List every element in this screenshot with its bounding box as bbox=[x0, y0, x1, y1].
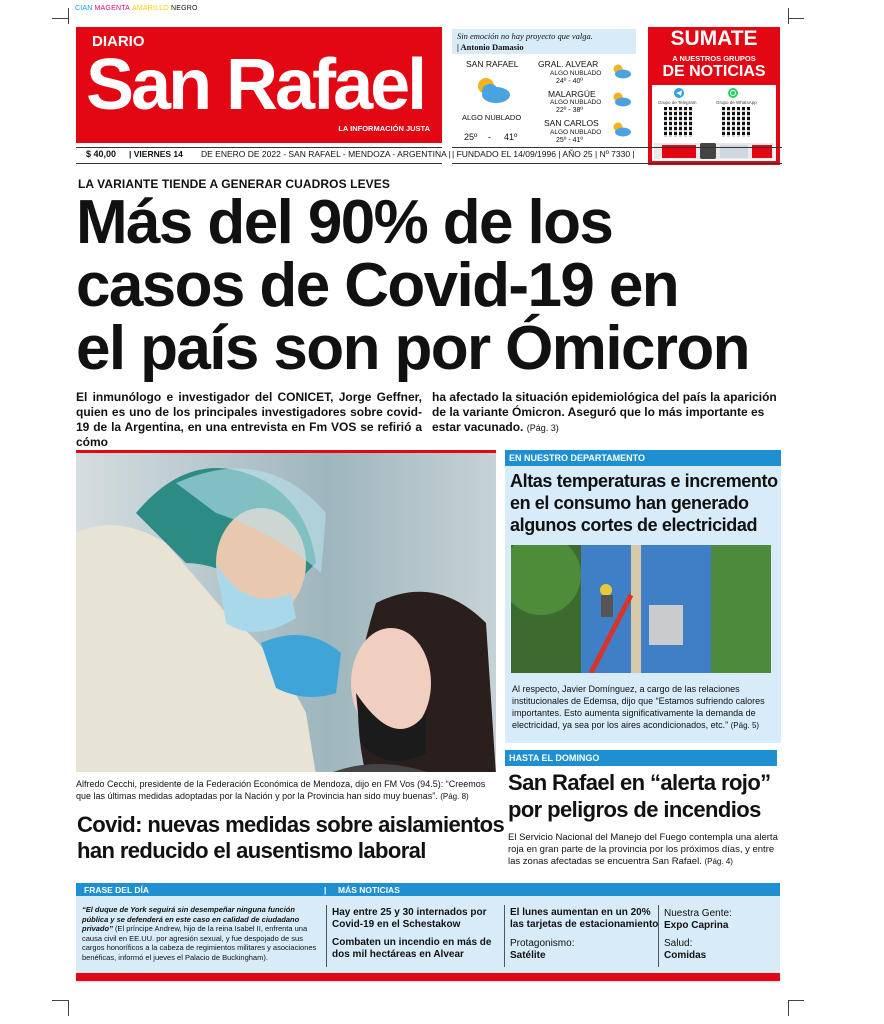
news-groups-promo bbox=[648, 27, 780, 165]
alert-story-headline[interactable]: San Rafael en “alerta rojo” por peligros de incendios bbox=[508, 770, 771, 822]
qr-whatsapp-label: Grupo de WhatsApp bbox=[716, 100, 757, 105]
headline-line: el país son por Ómicron bbox=[76, 314, 749, 383]
divider bbox=[452, 147, 782, 148]
promo-qr-area bbox=[652, 85, 776, 161]
news-item[interactable]: Hay entre 25 y 30 internados por Covid-19 en el Schestakow bbox=[332, 907, 487, 930]
crop-mark bbox=[788, 8, 789, 24]
main-photo-caption bbox=[76, 778, 496, 803]
issue-date: DE ENERO DE 2022 - SAN RAFAEL - MENDOZA - ARGENTINA | bbox=[201, 149, 451, 159]
caption-text: Alfredo Cecchi, presidente de la Federación Económica de Mendoza, dijo en FM Vos (94.5): “Creemos que las últimas medidas adoptadas por la Nación y por la Provincia han sido muy buenas”. bbox=[76, 779, 486, 801]
bar-separator: | bbox=[324, 885, 327, 895]
crop-mark bbox=[52, 18, 68, 19]
right-story-headline[interactable]: Altas temperaturas e incremento en el consumo han generado algunos cortes de electricidad bbox=[510, 471, 778, 535]
masthead-tagline: LA INFORMACIÓN JUSTA bbox=[338, 124, 430, 133]
headline-line: casos de Covid-19 en bbox=[76, 251, 679, 320]
divider bbox=[326, 905, 327, 967]
crop-mark bbox=[788, 1000, 804, 1001]
news-label: Nuestra Gente: bbox=[664, 908, 732, 919]
frase-quote: “El duque de York seguirá sin desempeñar ninguna función pública y se defenderá en este caso en calidad de ciudadano privado” bbox=[82, 905, 300, 933]
weather-main-sep: - bbox=[488, 132, 491, 142]
section-label: EN NUESTRO DEPARTAMENTO bbox=[505, 450, 781, 466]
weather-city: SAN CARLOS bbox=[544, 118, 599, 128]
weather-panel bbox=[452, 29, 636, 149]
news-label: Protagonismo: bbox=[510, 938, 575, 949]
crop-mark bbox=[52, 1000, 68, 1001]
weather-condition: ALGO NUBLADO bbox=[550, 129, 602, 136]
bottom-band bbox=[76, 883, 780, 983]
weather-main-city: SAN RAFAEL bbox=[466, 59, 519, 69]
weather-temps: 22º - 38º bbox=[556, 107, 583, 114]
whatsapp-icon bbox=[728, 88, 738, 98]
weather-city: GRAL. ALVEAR bbox=[538, 59, 599, 69]
weather-main-max: 41º bbox=[504, 132, 518, 142]
quote-text: Sin emoción no hay proyecto que valga. bbox=[457, 31, 593, 41]
crop-mark bbox=[788, 1000, 789, 1016]
main-story-headline[interactable]: Covid: nuevas medidas sobre aislamientos han reducido el ausentismo laboral bbox=[77, 812, 505, 863]
magenta-mark: MAGENTA bbox=[94, 5, 131, 12]
frase-del-dia bbox=[82, 905, 318, 962]
divider bbox=[452, 163, 782, 164]
crop-mark bbox=[68, 1000, 69, 1016]
lead-right-text: ha afectado la situación epidemiológica del país la aparición de la variante Ómicron. Aseguró que lo más importante es estar vacunado. bbox=[432, 390, 777, 434]
masthead-pre: DIARIO bbox=[92, 33, 145, 50]
weather-city: MALARGÜE bbox=[548, 89, 596, 99]
black-mark: NEGRO bbox=[171, 5, 198, 12]
weather-condition: ALGO NUBLADO bbox=[550, 99, 602, 106]
partly-cloudy-icon bbox=[472, 75, 514, 105]
right-story-text bbox=[512, 683, 776, 732]
page-ref: (Pág. 3) bbox=[526, 423, 559, 433]
main-photo bbox=[76, 450, 496, 772]
newspaper-name: San Rafael bbox=[86, 45, 425, 125]
price: $ 40,00 bbox=[86, 149, 117, 159]
partly-cloudy-icon bbox=[610, 91, 632, 107]
lead-left: El inmunólogo e investigador del CONICET, Jorge Geffner, quien es uno de los principales investigadores sobre covid-19 de la Argentina, en una entrevista en Fm VOS se refirió a cómo bbox=[76, 390, 422, 449]
promo-line1: SUMATE bbox=[670, 27, 758, 50]
page-ref: (Pág. 4) bbox=[704, 857, 733, 866]
right-story-box bbox=[505, 450, 781, 743]
crop-mark bbox=[788, 18, 804, 19]
quote-author: | Antonio Damasio bbox=[457, 42, 524, 52]
bottom-red-bar bbox=[76, 973, 780, 981]
main-headline bbox=[76, 188, 796, 383]
headline-line: Más del 90% de los bbox=[76, 188, 613, 257]
partly-cloudy-icon bbox=[610, 63, 632, 79]
weather-main-min: 25º bbox=[464, 132, 478, 142]
partly-cloudy-icon bbox=[610, 121, 632, 137]
right-story-body: Al respecto, Javier Domínguez, a cargo de las relaciones institucionales de Edemsa, dijo que “Estamos sufriendo calores importantes. Esto aumenta significativamente la demanda de electricidad, ya sea por los aires acondicionados, etc.” bbox=[512, 684, 765, 730]
mas-noticias-label: MÁS NOTICIAS bbox=[338, 885, 400, 895]
news-label: Salud: bbox=[664, 938, 693, 949]
telegram-icon bbox=[674, 88, 684, 98]
divider bbox=[76, 163, 442, 164]
masthead-logo bbox=[76, 27, 442, 143]
newspaper-thumbnails bbox=[654, 143, 774, 159]
weather-main-condition: ALGO NUBLADO bbox=[462, 113, 522, 122]
qr-code-whatsapp[interactable] bbox=[722, 107, 752, 137]
news-item[interactable]: Comidas bbox=[664, 950, 707, 961]
page-ref: (Pág. 5) bbox=[730, 721, 760, 730]
qr-code-telegram[interactable] bbox=[664, 107, 694, 137]
divider bbox=[658, 905, 659, 967]
frase-label: FRASE DEL DÍA bbox=[84, 885, 150, 895]
promo-line2: A NUESTROS GRUPOS bbox=[672, 54, 756, 63]
issue-day: | VIERNES 14 bbox=[129, 149, 183, 159]
alert-story-body: El Servicio Nacional del Manejo del Fuego contempla una alerta roja en gran parte de la provincia por los próximos días, y entre las zonas afectadas se encuentra San Rafael. bbox=[508, 832, 778, 867]
yellow-mark: AMARILLO bbox=[132, 5, 170, 12]
page-ref: (Pág. 8) bbox=[440, 792, 469, 801]
news-item[interactable]: El lunes aumentan en un 20% las tarjetas de estacionamiento bbox=[510, 907, 659, 930]
electric-workers-photo bbox=[511, 545, 771, 673]
weather-temps: 25º - 41º bbox=[556, 137, 583, 144]
cyan-mark: CIAN bbox=[75, 5, 93, 12]
quote-box bbox=[452, 29, 636, 54]
weather-temps: 24º - 40º bbox=[556, 78, 583, 85]
headline-kicker: LA VARIANTE TIENDE A GENERAR CUADROS LEVES bbox=[78, 177, 390, 191]
lead-right bbox=[432, 390, 780, 436]
news-item[interactable]: Satélite bbox=[510, 950, 546, 961]
crop-mark bbox=[68, 8, 69, 24]
promo-line3: DE NOTICIAS bbox=[662, 63, 766, 80]
qr-telegram-label: Grupo de Telegram bbox=[658, 100, 697, 105]
founded-info: | FUNDADO EL 14/09/1996 | AÑO 25 | Nº 7330 | bbox=[452, 149, 635, 159]
divider bbox=[76, 147, 442, 148]
alert-story-text bbox=[508, 832, 780, 868]
divider bbox=[504, 905, 505, 967]
news-item[interactable]: Combaten un incendio en más de dos mil hectáreas en Alvear bbox=[332, 937, 492, 960]
weather-condition: ALGO NUBLADO bbox=[550, 70, 602, 77]
news-item[interactable]: Expo Caprina bbox=[664, 920, 729, 931]
section-label: HASTA EL DOMINGO bbox=[505, 750, 777, 766]
color-registration-marks bbox=[75, 5, 200, 12]
bottom-header-bar bbox=[76, 883, 780, 896]
frase-context: (El príncipe Andrew, hijo de la reina Isabel II, enfrenta una causa civil en EE.UU. por agresión sexual, y fue despojado de sus cargos honoríficos a la cabeza de regimientos militares y asociaciones benéficas, informó el jueves el Palacio de Buckingham). bbox=[82, 924, 317, 962]
